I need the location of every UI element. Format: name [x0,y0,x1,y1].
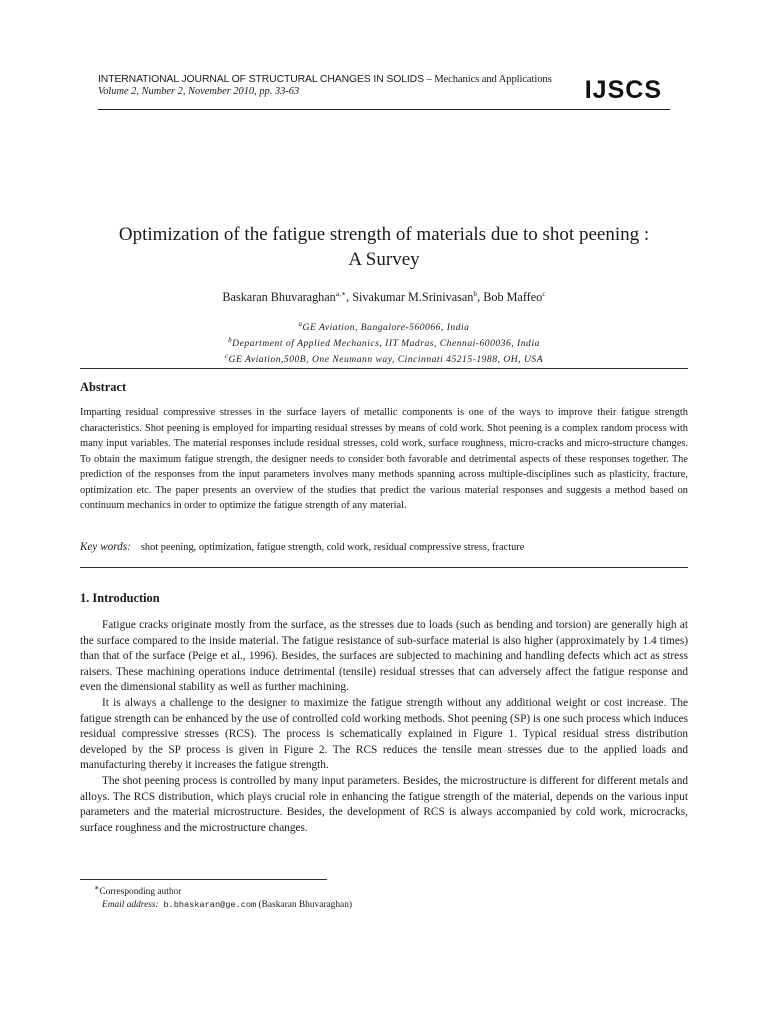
author-affiliation-mark: b [473,289,478,298]
abstract-body: Imparting residual compressive stresses in the surface layers of metallic components is one of the ways to improve their fatigue strength characteristics. Shot peening is employed for imparting residual stresses by means of cold work. Shot peening is a complex random process with many input variables. The material responses include residual stresses, cold work, surface roughness, micro-cracks and micro-structure changes. To obtain the maximum fatigue strength, the designer needs to consider both favorable and detrimental aspects of these responses together. The prediction of the responses from the input parameters involves many methods spanning across multiple-disciplines such as plasticity, fracture, optimization etc. The paper presents an overview of the studies that predict the various material responses and suggests a method based on continuum mechanics in order to optimize the fatigue strength of any material. [80,407,688,511]
abstract-bottom-rule [80,567,688,568]
footnotes [80,882,688,911]
corresponding-author-label: Corresponding author [99,887,182,898]
email-owner: (Baskaran Bhuvaraghan) [258,899,352,910]
author-separator: , [477,290,484,305]
affiliation-item [80,350,688,366]
paper-title-line-1: Optimization of the fatigue strength of materials due to shot peening : [118,224,650,245]
author-affiliation-mark: c [542,289,546,298]
corresponding-author-note [80,882,688,899]
journal-name: INTERNATIONAL JOURNAL OF STRUCTURAL CHANGES IN SOLIDS [98,74,424,85]
footnote-rule [80,879,327,880]
journal-logo: IJSCS [584,76,662,104]
header-divider [98,109,670,110]
email-label: Email address: [102,899,159,910]
email-note [80,899,688,912]
paper-title [80,222,688,272]
body-paragraph: Fatigue cracks originate mostly from the surface, as the stresses due to loads (such as bending and torsion) are generally high at the surface compared to the inside material. The fatigue resistance of sub-surface material is also higher (approximately by 1.4 times) than that of the surface (Peige et al., 1996). Besides, the surfaces are subjected to machining and handling defects which act as stress raisers. These machining operations induce detrimental (tensile) residual stresses that can adversely affect the fatigue response and even the dimensional stability as well as further machining. [80,619,688,694]
author-separator: , [346,290,353,305]
email-address-link[interactable]: b.bhaskaran@ge.com [163,899,257,910]
keywords-text: shot peening, optimization, fatigue strength, cold work, residual compressive stress, fracture [140,542,525,553]
affiliation-text: GE Aviation, Bangalore-560066, India [302,322,470,334]
affiliation-mark: c [224,352,229,361]
author-name: Bob Maffeo [483,290,543,305]
journal-subtitle: – Mechanics and Applications [423,74,552,85]
affiliation-mark: b [228,336,233,345]
journal-header [98,74,670,104]
affiliation-text: Department of Applied Mechanics, IIT Madras, Chennai-600036, India [232,338,540,350]
footnote-mark: ∗ [94,883,100,892]
affiliation-item [80,318,688,334]
affiliation-mark: a [298,320,303,328]
affiliation-list [80,318,688,367]
section-heading-introduction: 1. Introduction [80,591,160,605]
affiliation-text: GE Aviation,500B, One Neumann way, Cincinnati 45215-1988, OH, USA [228,354,544,366]
affiliation-item [80,334,688,350]
section-body-introduction [80,618,688,836]
body-paragraph: It is always a challenge to the designer to maximize the fatigue strength without any additional weight or cost increase. The fatigue strength can be enhanced by the use of controlled cold working methods. Shot peening (SP) is one such process which induces residual compressive stresses (RCS). The process is schematically explained in Figure 1. Typical residual stress distribution developed by the SP process is given in Figure 2. The RCS reduces the tensile mean stresses due to the applied loads and manufacturing thereby it increases the fatigue strength. [80,696,688,772]
paper-title-line-2: A Survey [348,249,420,270]
abstract-top-rule [80,368,688,369]
keywords-label: Key words: [80,541,131,553]
body-paragraph: The shot peening process is controlled by many input parameters. Besides, the microstructure is different for different metals and alloys. The RCS distribution, which plays crucial role in enhancing the fatigue strength of the material, depends on the various input parameters and the material microstructure. Besides, the development of RCS is always accompanied by cold work, microcracks, surface roughness and the microstructure changes. [80,774,688,834]
author-affiliation-mark: a,∗ [335,289,347,298]
abstract-heading: Abstract [80,380,127,394]
author-name: Sivakumar M.Srinivasan [352,290,474,305]
keywords-line [80,541,688,553]
journal-volume-line: Volume 2, Number 2, November 2010, pp. 33-63 [98,86,300,97]
author-name: Baskaran Bhuvaraghan [222,290,336,305]
author-list [80,289,688,305]
